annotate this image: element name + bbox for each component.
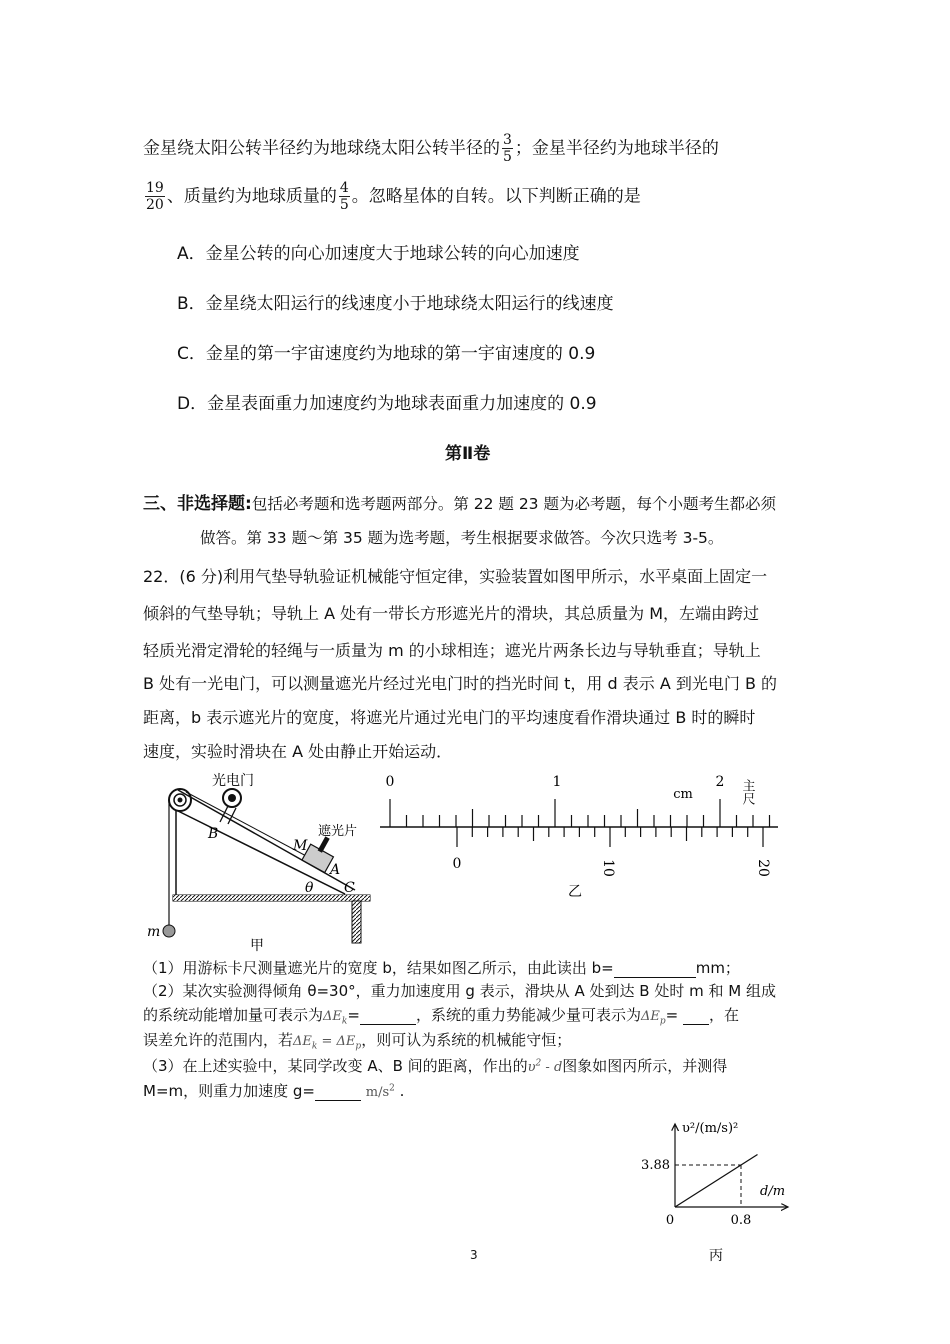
vernier-tick-label-20: 20	[755, 859, 771, 877]
answer-blank-b[interactable]	[614, 959, 696, 978]
fraction-4-5: $\frac{4}{5}$	[339, 180, 349, 213]
section3-line-1: 三、非选择题:包括必考题和选考题两部分。第 22 题 23 题为必考题，每个小题考生都必须	[143, 494, 776, 514]
label-shade: 遮光片	[318, 824, 358, 839]
figure-yi-vernier	[375, 768, 785, 903]
label-main-scale: 主尺	[739, 779, 755, 805]
q22-line-4: B 处有一光电门，可以测量遮光片经过光电门时的挡光时间 t，用 d 表示 A 到光电门 B 的	[143, 674, 778, 693]
series-line	[675, 1155, 758, 1208]
vernier-tick-label-10: 10	[600, 859, 616, 877]
subq-3-line-1: （3）在上述实验中，某同学改变 A、B 间的距离，作出的$\upsilon^2$ - d图象如图丙所示，并测得	[143, 1057, 728, 1075]
vernier-tick-label-0: 0	[452, 856, 462, 872]
caption-bing: 丙	[709, 1248, 723, 1264]
fraction-19-20: $\frac{19}{20}$	[146, 180, 164, 213]
paragraph-line-2	[143, 180, 641, 213]
label-m: m	[147, 924, 161, 940]
main-scale-ticks	[390, 799, 770, 827]
y-axis-label: υ²/(m/s)²	[682, 1121, 739, 1136]
subq-2-line-1: （2）某次实验测得倾角 θ=30°，重力加速度用 g 表示，滑块从 A 处到达 B 处时 m 和 M 组成	[143, 982, 776, 1000]
ball-icon	[163, 925, 175, 937]
paragraph-line-1	[143, 132, 719, 165]
q22-line-5: 距离，b 表示遮光片的宽度，将遮光片通过光电门的平均速度看作滑块通过 B 时的瞬时	[143, 708, 756, 727]
caption-yi: 乙	[568, 884, 582, 900]
x-axis-label: d/m	[760, 1184, 786, 1199]
section3-heading: 三、非选择题:	[143, 494, 252, 514]
subq-3-line-2: M=m，则重力加速度 $g= m/s^2$ .	[143, 1082, 405, 1100]
volume-title: 第Ⅱ卷	[445, 444, 491, 464]
option-c: C．金星的第一宇宙速度约为地球的第一宇宙速度的 0.9	[177, 344, 596, 364]
q22-line-3: 轻质光滑定滑轮的轻绳与一质量为 m 的小球相连；遮光片两条长边与导轨垂直；导轨上	[143, 641, 761, 660]
vernier-scale-ticks	[457, 827, 763, 847]
x-tick-label: 0.8	[730, 1213, 752, 1228]
main-tick-label-2: 2	[715, 774, 725, 790]
subq-1: （1）用游标卡尺测量遮光片的宽度 b，结果如图乙所示，由此读出 b= mm；	[143, 959, 740, 977]
label-theta: θ	[305, 880, 314, 896]
subq-2-line-3: 误差允许的范围内，若$\Delta E_k = \Delta E_p$，则可认为系统的机械能守恒；	[143, 1031, 572, 1052]
text: ；金星半径约为地球半径的	[514, 138, 719, 159]
answer-blank-dEp[interactable]	[683, 1006, 709, 1025]
unit-cm: cm	[673, 787, 693, 802]
subq-2-line-2: 的系统动能增加量可表示为$\Delta E_k=$ ，系统的重力势能减少量可表示为$\Delta E_p=$ ，在	[143, 1006, 739, 1027]
label-B: B	[208, 826, 219, 842]
text: 、质量约为地球质量的	[166, 186, 337, 207]
figure-jia-apparatus	[140, 770, 380, 955]
section3-line-2: 做答。第 33 题～第 35 题为选考题，考生根据要求做答。今次只选考 3-5。	[200, 529, 724, 547]
label-A: A	[330, 862, 341, 878]
origin-label: 0	[665, 1213, 675, 1228]
caption-jia: 甲	[250, 938, 264, 954]
fraction-3-5: $\frac{3}{5}$	[503, 132, 512, 165]
q22-line-2: 倾斜的气垫导轨；导轨上 A 处有一带长方形遮光片的滑块，其总质量为 M，左端由跨过	[143, 604, 760, 623]
option-b: B．金星绕太阳运行的线速度小于地球绕太阳运行的线速度	[177, 294, 614, 314]
main-tick-label-1: 1	[552, 774, 562, 790]
option-a: A．金星公转的向心加速度大于地球公转的向心加速度	[177, 244, 580, 264]
text: 。忽略星体的自转。以下判断正确的是	[351, 186, 641, 207]
main-tick-label-0: 0	[385, 774, 395, 790]
q22-line-6: 速度，实验时滑块在 A 处由静止开始运动．	[143, 742, 453, 761]
table-leg	[352, 901, 361, 943]
text: 金星绕太阳公转半径约为地球绕太阳公转半径的	[143, 138, 500, 159]
answer-blank-g[interactable]	[315, 1082, 361, 1101]
label-C: C	[344, 880, 355, 896]
answer-blank-dEk[interactable]	[360, 1006, 416, 1025]
y-tick-label: 3.88	[641, 1158, 670, 1173]
figure-bing-graph	[630, 1110, 800, 1270]
label-photogate: 光电门	[212, 773, 254, 789]
option-d: D．金星表面重力加速度约为地球表面重力加速度的 0.9	[177, 394, 597, 414]
q22-line-1: 22．(6 分)利用气垫导轨验证机械能守恒定律，实验装置如图甲所示，水平桌面上固定一	[143, 567, 768, 586]
label-M: M	[293, 838, 308, 854]
page-number: 3	[470, 1248, 478, 1262]
